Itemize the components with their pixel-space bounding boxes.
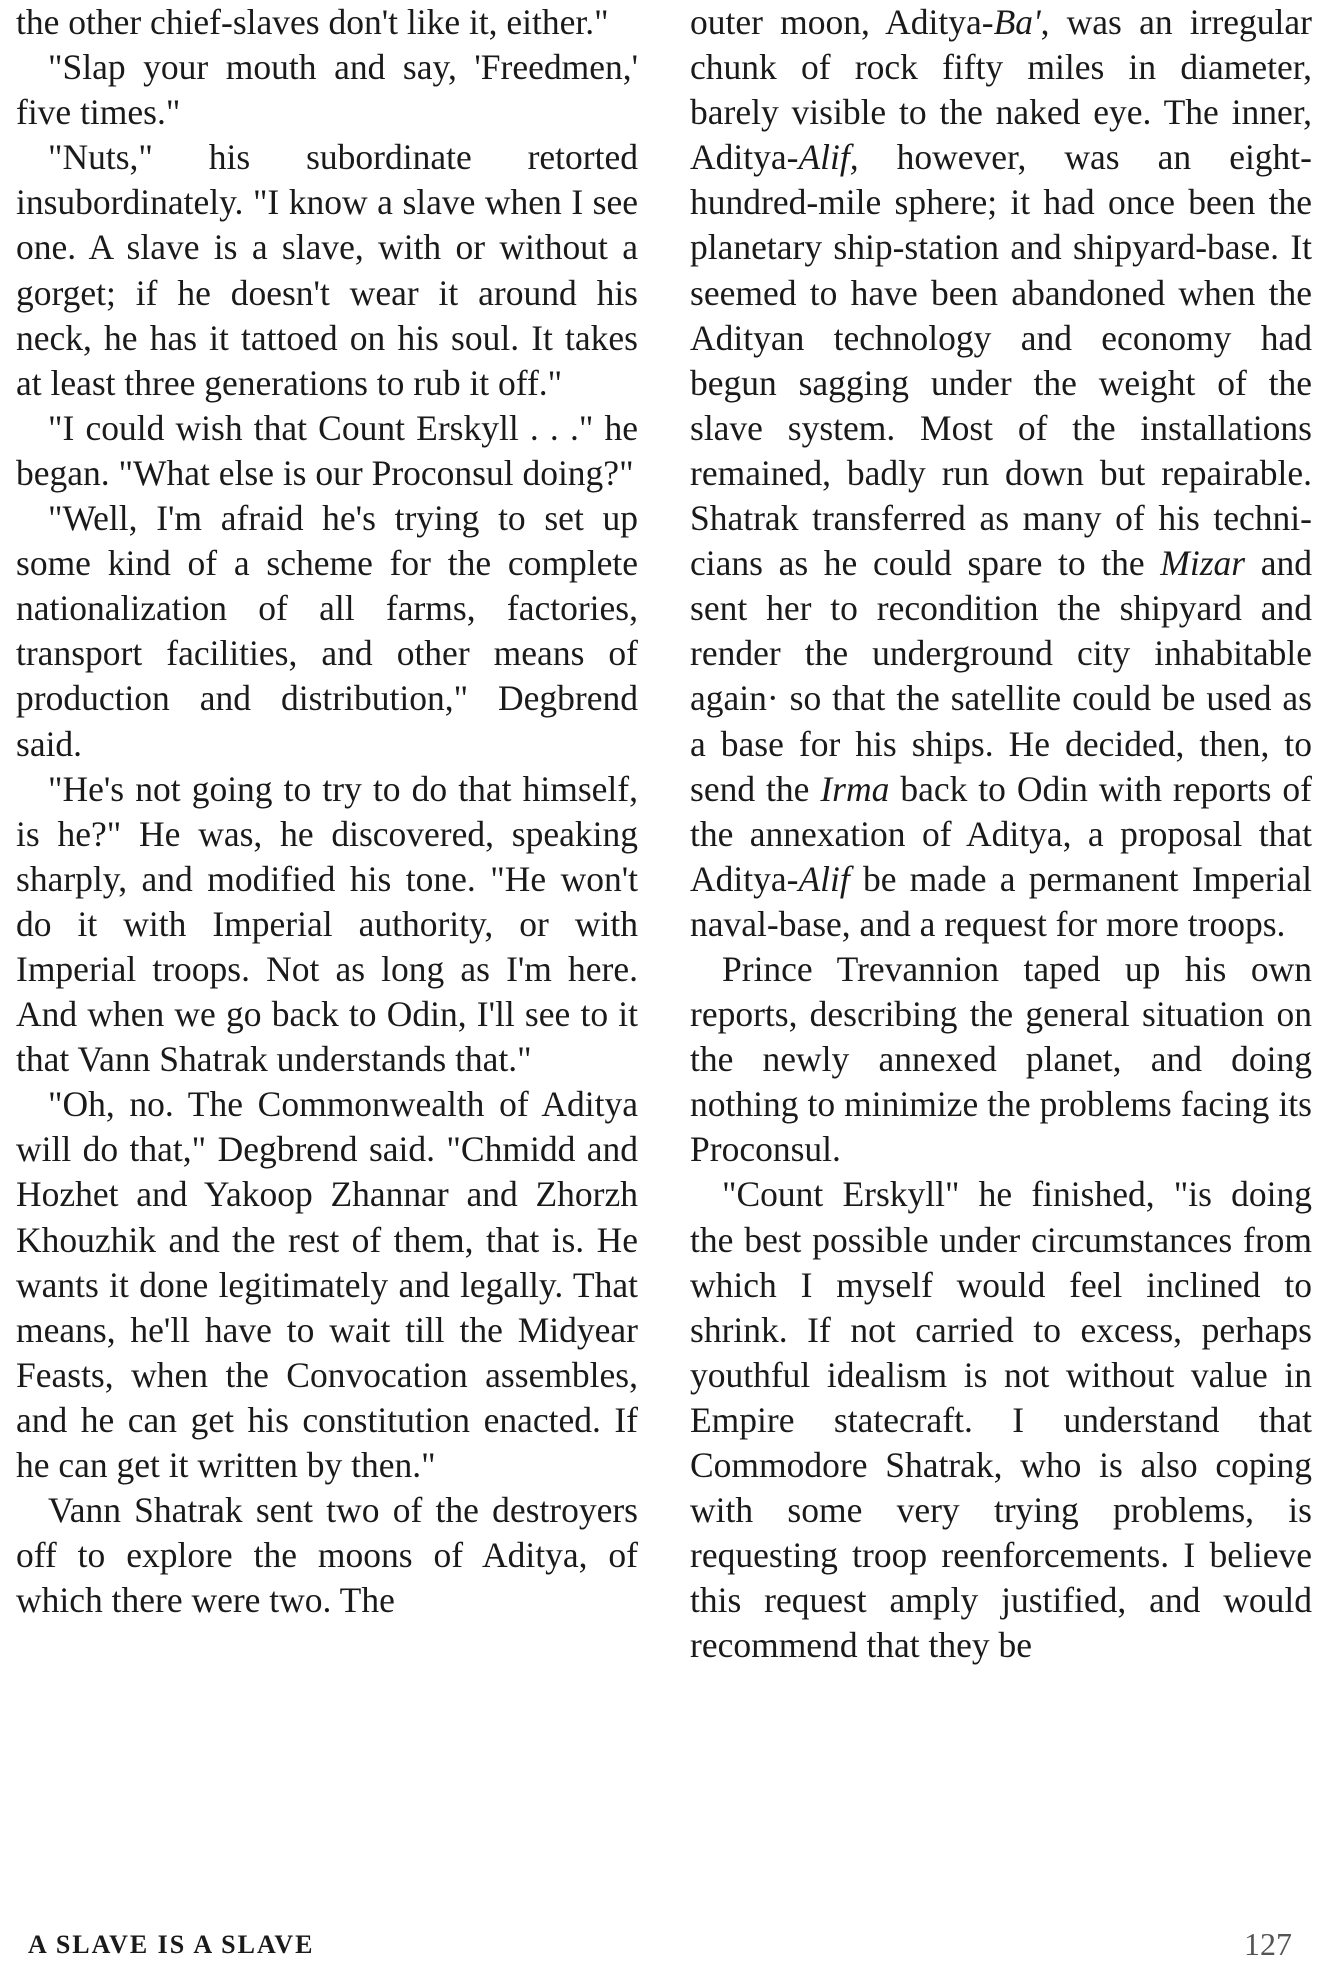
running-head: A SLAVE IS A SLAVE	[28, 1930, 315, 1959]
paragraph: "Slap your mouth and say, 'Freedmen,' five times."	[16, 47, 638, 133]
page-number: 127	[1244, 1926, 1292, 1962]
paragraph: Prince Trevannion taped up his own reports, describing the general situation on the newly annexed planet, and doing nothing to minimize the problems facing its Proconsul.	[690, 948, 1312, 1170]
moon-name-alif: Alif	[798, 858, 850, 899]
paragraph: "Nuts," his subordinate retorted insubordinately. "I know a slave when I see one. A slave is a slave, with or without a gorget; if he doesn't wear it around his neck, he has it tattoed on his soul. It takes at least three generations to rub it off."	[16, 137, 638, 403]
text-run: however, was an eight-hundred-mile sphere; it had once been the planetary ship-station and shipyard-base. It seemed to have been abandoned when the Adityan technology and economy had begun sagging under the weight of the slave system. Most of the installations remained, badly run down but repairable. Shatrak transferred as many of his technicians as he could spare to the	[690, 137, 1312, 584]
paragraph	[690, 0, 1312, 947]
paragraph: "He's not going to try to do that himself, is he?" He was, he discovered, speaking sharply, and modified his tone. "He won't do it with Imperial authority, or with Imperial troops. Not as long as I'm here. And when we go back to Odin, I'll see to it that Vann Shatrak understands that."	[16, 768, 638, 1080]
right-column	[690, 0, 1312, 1668]
page-footer	[28, 1926, 1292, 1970]
paragraph: "Oh, no. The Commonwealth of Aditya will do that," Degbrend said. "Chmidd and Hozhet and Yakoop Zhannar and Zhorzh Khouzhik and the rest of them, that is. He wants it done legitimately and legally. That means, he'll have to wait till the Midyear Feasts, when the Convocation assembles, and he can get his constitution enacted. If he can get it written by then."	[16, 1084, 638, 1485]
text-run: be made a permanent Imperial naval-base, and a request for more troops.	[690, 858, 1312, 944]
left-column	[16, 0, 638, 1623]
paragraph: Vann Shatrak sent two of the destroyers off to explore the moons of Aditya, of which there were two. The	[16, 1490, 638, 1621]
paragraph: "Count Erskyll" he finished, "is doing the best possible under circumstances from which I myself would feel inclined to shrink. If not carried to excess, perhaps youthful idealism is not without value in Empire statecraft. I understand that Commodore Shatrak, who is also coping with some very trying problems, is requesting troop reenforcements. I believe this request amply justified, and would recommend that they be	[690, 1174, 1312, 1666]
paragraph: "I could wish that Count Erskyll . . ." he began. "What else is our Proconsul doing?"	[16, 407, 638, 493]
text-run: back to Odin with reports of the annexation of Aditya, a proposal that Aditya-	[690, 768, 1312, 899]
text-run: and sent her to recondition the shipyard and render the underground city inhabitable again· so that the satellite could be used as a base for his ships. He decided, then, to send the	[690, 543, 1312, 809]
paragraph: the other chief-slaves don't like it, either."	[16, 2, 609, 42]
paragraph: "Well, I'm afraid he's trying to set up some kind of a scheme for the complete nationalization of all farms, factories, transport facilities, and other means of production and distribution," Degbrend said.	[16, 498, 638, 764]
moon-name-alif: Alif,	[798, 137, 859, 178]
text-run: , was an irregular chunk of rock fifty miles in diameter, barely visible to the naked eye. The inner, Aditya-	[690, 2, 1312, 178]
moon-name-ba: Ba'	[993, 2, 1041, 42]
text-run: outer moon, Aditya-	[690, 2, 994, 42]
ship-name-mizar: Mizar	[1160, 543, 1246, 584]
ship-name-irma: Irma	[820, 768, 890, 809]
